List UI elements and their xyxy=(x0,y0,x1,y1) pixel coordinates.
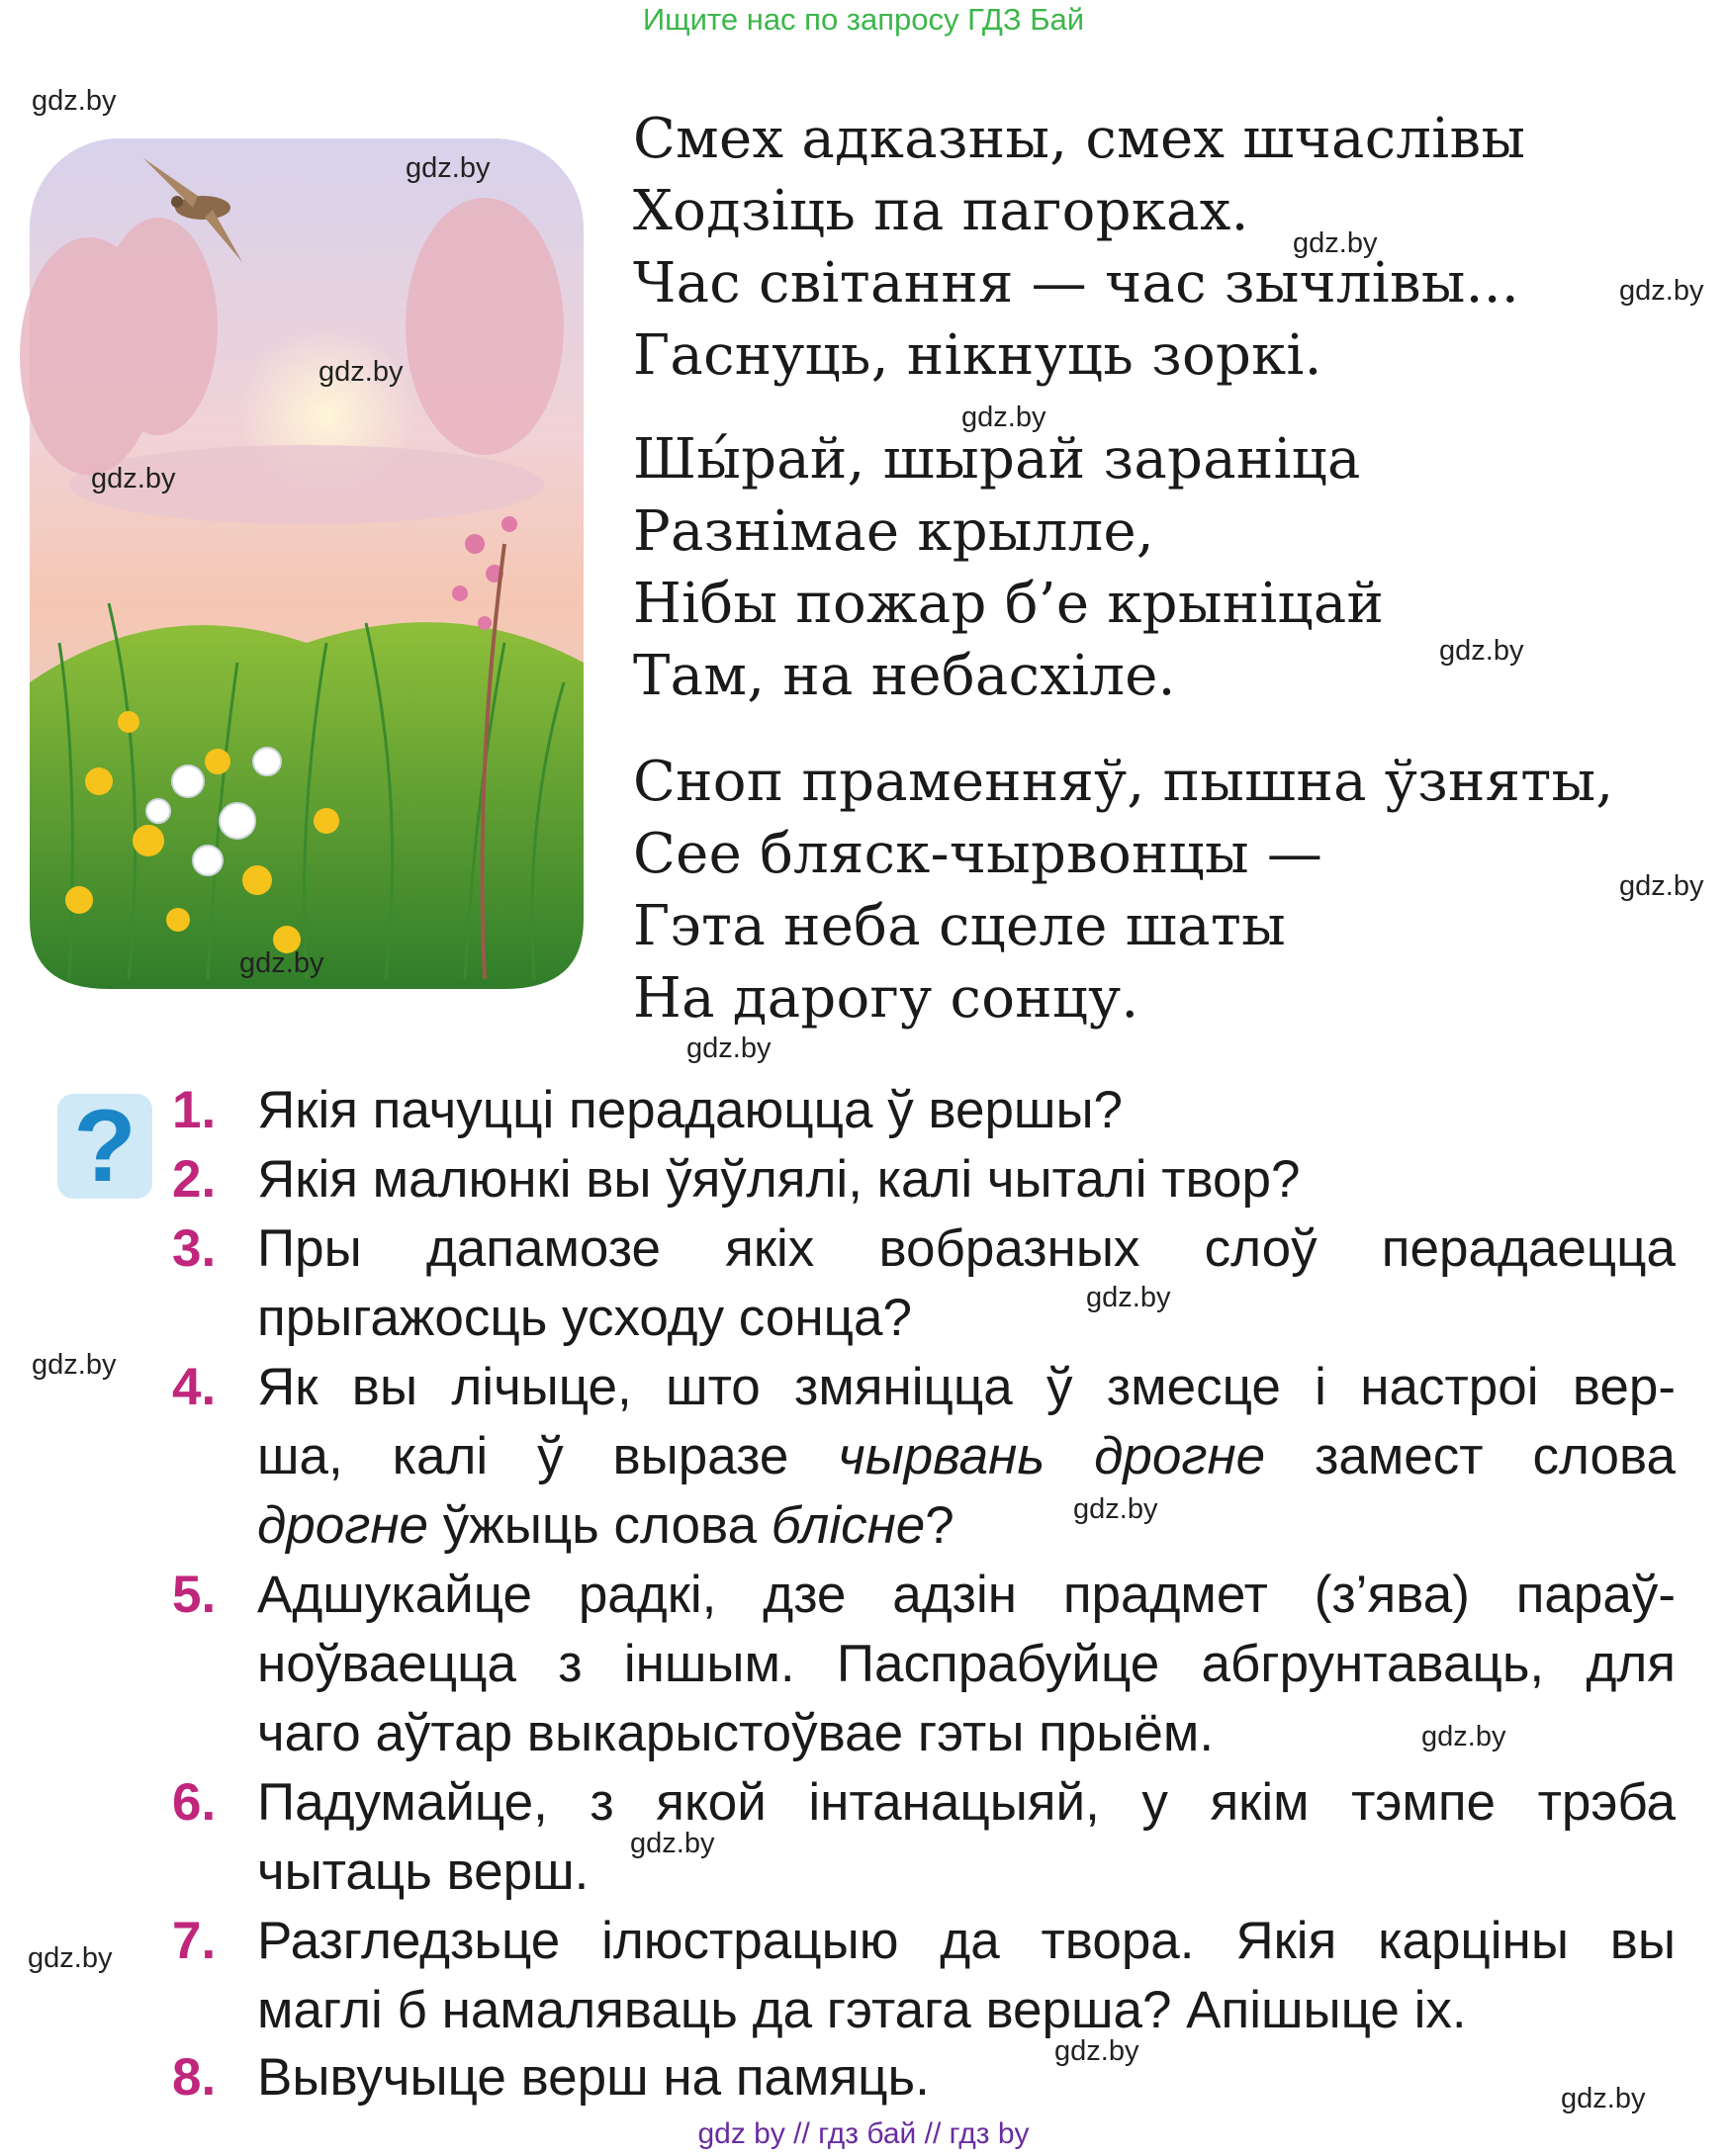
question-item xyxy=(172,1561,1676,1768)
italic-phrase: чырвань дрогне xyxy=(838,1427,1266,1485)
question-text xyxy=(257,1491,1676,1561)
question-text: Разгледзьце ілюстрацыю да твора. Якія карціны вы xyxy=(257,1912,1676,1970)
footer-links: gdz by // гдз бай // гдз by xyxy=(697,2117,1030,2150)
poem-line: Ходзіць па пагорках. xyxy=(633,179,1249,243)
question-text: чаго аўтар выкарыстоўвае гэты прыём. xyxy=(257,1704,1215,1762)
question-text: Як вы лічыце, што змяніцца ў змесце і настроі вер- xyxy=(257,1358,1676,1416)
watermark: gdz.by xyxy=(91,463,176,494)
italic-word: блісне xyxy=(771,1496,926,1555)
question-item xyxy=(172,2043,1676,2112)
watermark: gdz.by xyxy=(32,85,117,117)
poem-line: Гаснуць, нікнуць зоркі. xyxy=(633,323,1322,388)
poem-line: Сноп праменняў, пышна ўзняты, xyxy=(633,750,1614,814)
question-number: 7. xyxy=(172,1912,217,1970)
question-text: Якія пачуцці перадаюцца ў вершы? xyxy=(257,1081,1124,1139)
question-number: 4. xyxy=(172,1358,217,1416)
watermark: gdz.by xyxy=(1073,1493,1158,1525)
question-text xyxy=(257,1422,1676,1491)
watermark: gdz.by xyxy=(318,356,404,388)
poem-line: Час світання — час зычлівы... xyxy=(633,251,1519,315)
question-number: 8. xyxy=(172,2048,217,2107)
top-banner: Ищите нас по запросу ГДЗ Бай xyxy=(642,2,1085,37)
question-item xyxy=(172,1145,1676,1214)
text-run: ўжыць слова xyxy=(442,1496,758,1555)
question-item xyxy=(172,1768,1676,1907)
question-text: Якія малюнкі вы ўяўлялі, калі чыталі твор? xyxy=(257,1150,1301,1209)
question-number: 6. xyxy=(172,1773,217,1832)
watermark: gdz.by xyxy=(961,402,1046,433)
watermark: gdz.by xyxy=(1619,275,1704,307)
question-number: 2. xyxy=(172,1150,217,1209)
question-text: Вывучыце верш на памяць. xyxy=(257,2048,930,2107)
poem-line: Сее бляск-чырвонцы — xyxy=(633,822,1323,886)
watermark: gdz.by xyxy=(1054,2035,1139,2067)
watermark: gdz.by xyxy=(32,1349,117,1381)
question-mark-icon xyxy=(57,1089,152,1204)
question-item xyxy=(172,1214,1676,1353)
poem-line: Нібы пожар б’е крыніцай xyxy=(633,572,1385,636)
text-run: ? xyxy=(925,1496,954,1555)
watermark: gdz.by xyxy=(1421,1721,1506,1752)
poem-stanza-2 xyxy=(633,423,1384,712)
poem-line: Шы́рай, шырай зараніца xyxy=(633,427,1361,492)
sunrise-meadow-illustration xyxy=(10,129,603,999)
question-item xyxy=(172,1907,1676,2045)
question-text: чытаць верш. xyxy=(257,1842,590,1901)
watermark: gdz.by xyxy=(1293,227,1378,259)
watermark: gdz.by xyxy=(1439,635,1524,667)
poem-stanza-1 xyxy=(633,103,1525,392)
watermark: gdz.by xyxy=(1086,1282,1171,1313)
poem-line: На дарогу сонцу. xyxy=(633,966,1139,1031)
question-text: Адшукайце радкі, дзе адзін прадмет (з’ява) параў- xyxy=(257,1566,1676,1624)
watermark: gdz.by xyxy=(1619,870,1704,902)
watermark: gdz.by xyxy=(28,1942,113,1974)
question-text: ноўваецца з іншым. Паспрабуйце абгрунтаваць, для xyxy=(257,1635,1676,1693)
poem-line: Смех адказны, смех шчаслівы xyxy=(633,107,1526,171)
watermark: gdz.by xyxy=(686,1033,772,1064)
poem-line: Гэта неба сцеле шаты xyxy=(633,894,1287,958)
question-number: 1. xyxy=(172,1081,217,1139)
poem-line: Разнімае крылле, xyxy=(633,499,1155,564)
question-text: Пры дапамозе якіх вобразных слоў перадаецца xyxy=(257,1219,1676,1278)
watermark: gdz.by xyxy=(630,1828,715,1859)
poem-line: Там, на небасхіле. xyxy=(633,644,1176,708)
watermark: gdz.by xyxy=(239,947,324,979)
text-run: замест слова xyxy=(1315,1427,1677,1485)
text-run: ша, калі ў выразе xyxy=(257,1427,789,1485)
watermark: gdz.by xyxy=(406,152,491,184)
watermark: gdz.by xyxy=(1561,2083,1646,2114)
question-number: 5. xyxy=(172,1566,217,1624)
question-item xyxy=(172,1076,1676,1145)
italic-word: дрогне xyxy=(257,1496,429,1555)
poem-stanza-3 xyxy=(633,746,1613,1034)
question-text: Падумайце, з якой інтанацыяй, у якім тэмпе трэба xyxy=(257,1773,1676,1832)
question-mark-glyph: ? xyxy=(73,1089,136,1204)
question-text: маглі б намаляваць да гэтага верша? Апішыце іх. xyxy=(257,1981,1467,2039)
question-item xyxy=(172,1353,1676,1561)
question-text: прыгажосць усходу сонца? xyxy=(257,1289,912,1347)
question-number: 3. xyxy=(172,1219,217,1278)
